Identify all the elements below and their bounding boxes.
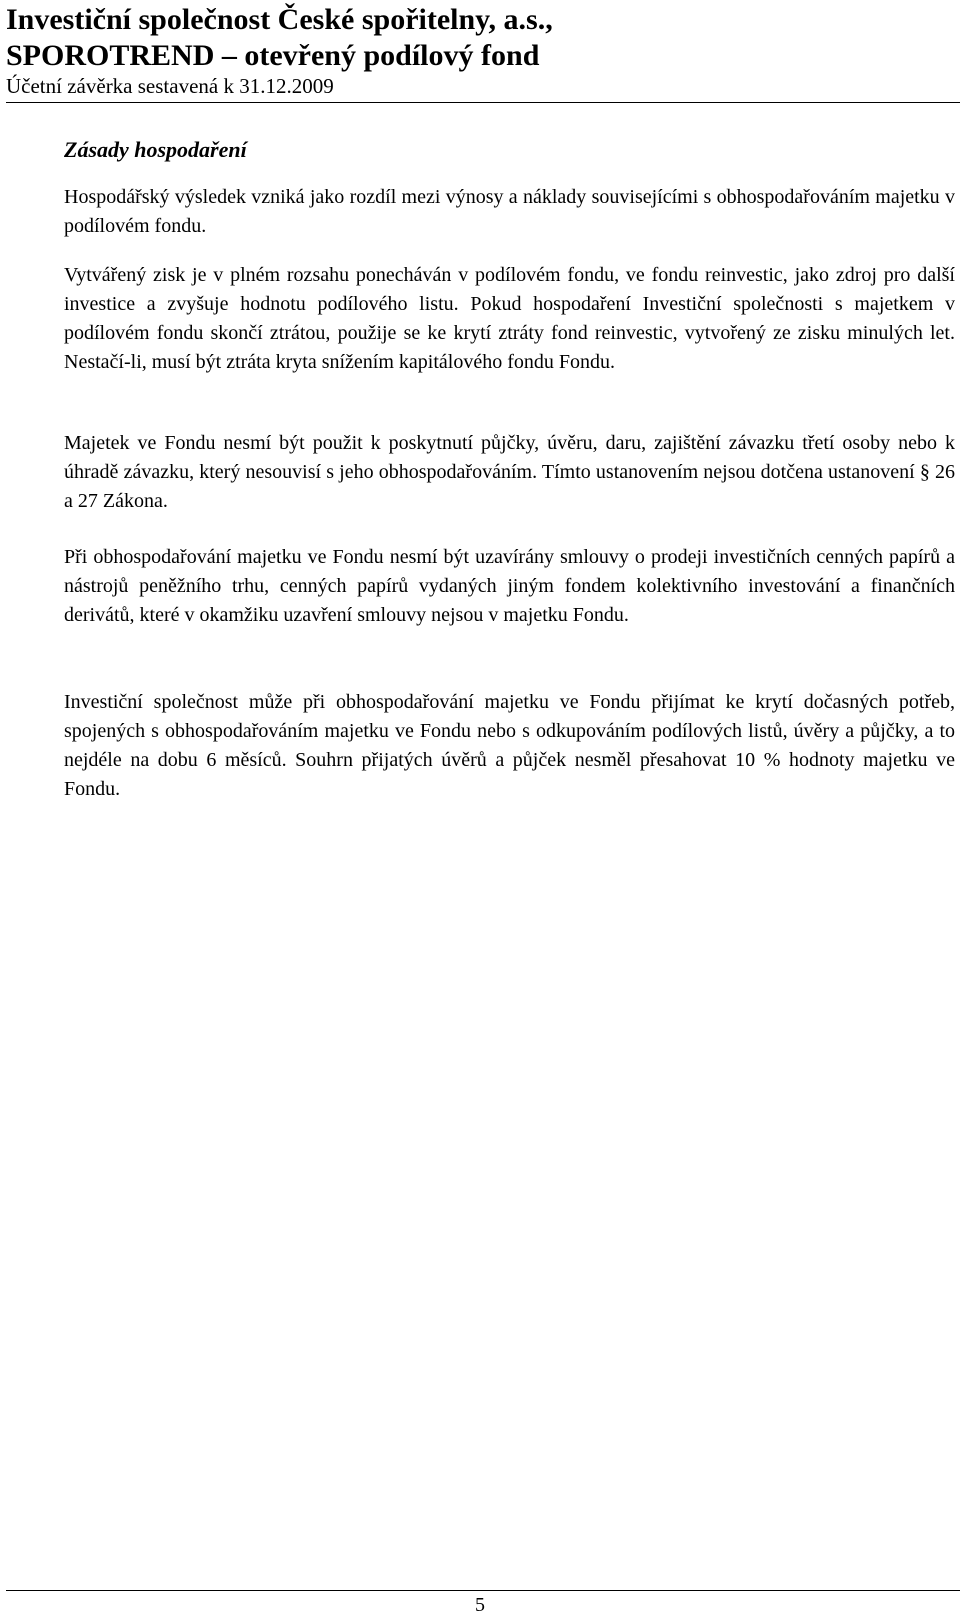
paragraph-text: Investiční společnost může při obhospodařování majetku ve Fondu přijímat ke krytí dočasných potřeb, spojených s obhospodařováním majetku ve Fondu nebo s odkupováním podílových listů, úvěry a půjčky, a to nejdéle na dobu 6 měsíců. Souhrn přijatých úvěrů a půjček nesměl přesahovat 10 % hodnoty majetku ve Fondu.	[64, 691, 955, 800]
paragraph-text: Vytvářený zisk je v plném rozsahu ponecháván v podílovém fondu, ve fondu reinvestic, jako zdroj pro další investice a zvyšuje hodnotu podílového listu. Pokud hospodaření Investiční společnosti s majetkem v podílovém fondu skončí ztrátou, použije se ke krytí ztráty fond reinvestic, vytvořený ze zisku minulých let. Nestačí-li, musí být ztráta kryta snížením kapitálového fondu Fondu.	[64, 264, 955, 373]
header-company-name: Investiční společnost České spořitelny, a.s.,	[6, 3, 553, 36]
paragraph-text: Hospodářský výsledek vzniká jako rozdíl mezi výnosy a náklady souvisejícími s obhospodařováním majetku v podílovém fondu.	[64, 186, 955, 237]
paragraph-text: Majetek ve Fondu nesmí být použit k poskytnutí půjčky, úvěru, daru, zajištění závazku třetí osoby nebo k úhradě závazku, který nesouvisí s jeho obhospodařováním. Tímto ustanovením nejsou dotčena ustanovení § 26 a 27 Zákona.	[64, 432, 955, 512]
paragraph-1	[64, 183, 955, 241]
footer-divider	[6, 1590, 960, 1591]
header-statement-date: Účetní závěrka sestavená k 31.12.2009	[6, 74, 334, 98]
paragraph-4	[64, 543, 955, 630]
document-header	[6, 2, 960, 103]
paragraph-3	[64, 429, 955, 516]
header-fund-name: SPOROTREND – otevřený podílový fond	[6, 39, 540, 72]
page-number: 5	[475, 1594, 485, 1616]
section-title: Zásady hospodaření	[64, 137, 247, 162]
paragraph-text: Při obhospodařování majetku ve Fondu nesmí být uzavírány smlouvy o prodeji investičních cenných papírů a nástrojů peněžního trhu, cenných papírů vydaných jiným fondem kolektivního investování a finančních derivátů, které v okamžiku uzavření smlouvy nejsou v majetku Fondu.	[64, 546, 955, 626]
paragraph-5	[64, 688, 955, 804]
paragraph-2	[64, 261, 955, 377]
